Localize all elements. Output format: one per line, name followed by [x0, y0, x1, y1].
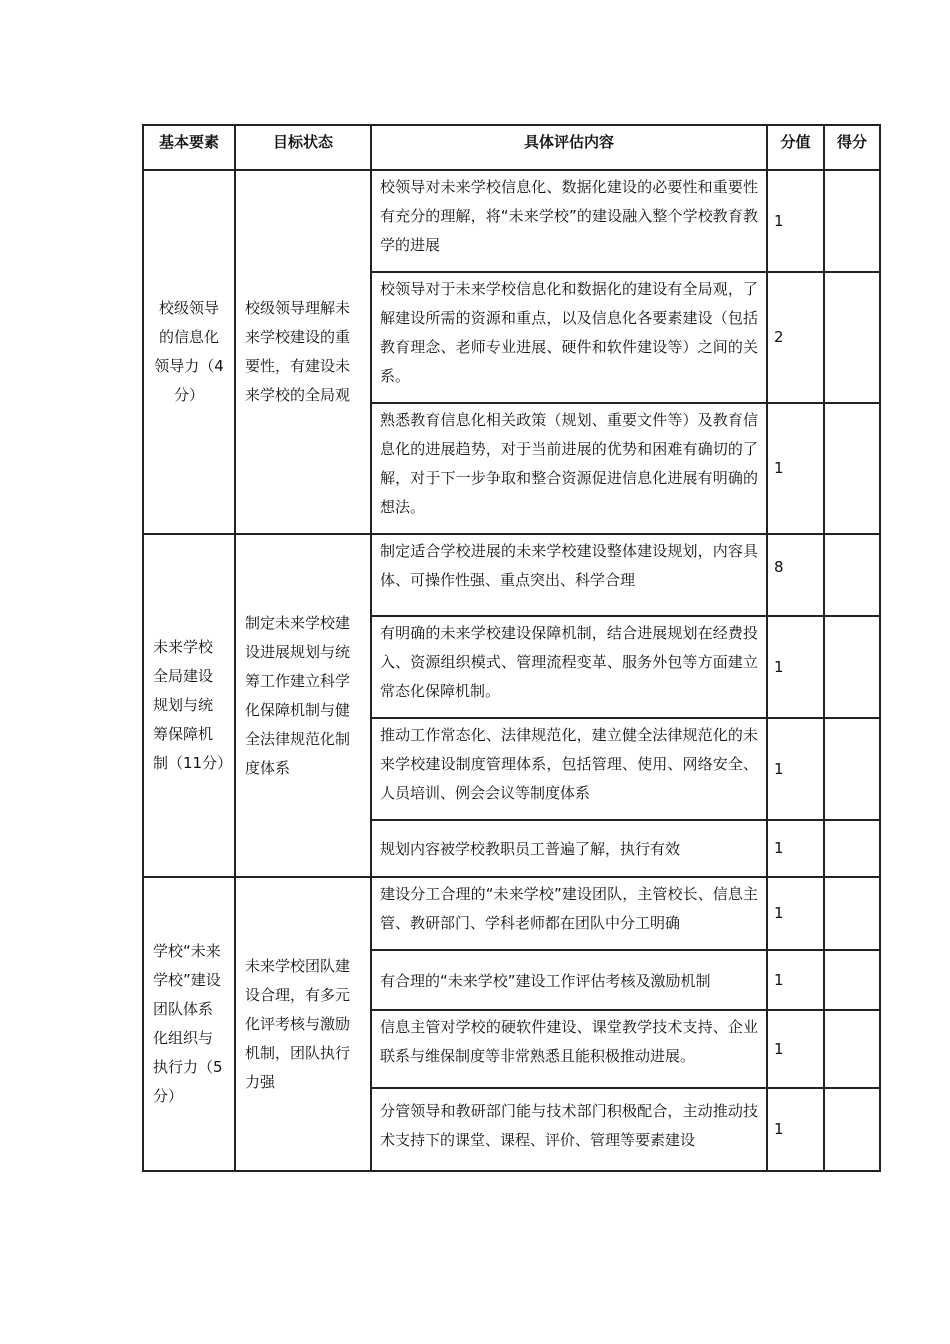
score-cell: 2 — [767, 272, 824, 403]
goal-cell: 校级领导理解未来学校建设的重要性，有建设未来学校的全局观 — [235, 170, 371, 534]
header-content: 具体评估内容 — [371, 125, 767, 170]
requirement-cell: 未来学校全局建设规划与统筹保障机制（11分） — [143, 534, 235, 877]
score-cell: 1 — [767, 877, 824, 950]
content-cell: 信息主管对学校的硬软件建设、课堂教学技术支持、企业联系与维保制度等非常熟悉且能积极推动进展。 — [371, 1010, 767, 1088]
header-requirement: 基本要素 — [143, 125, 235, 170]
got-cell[interactable] — [824, 616, 880, 718]
content-cell: 制定适合学校进展的未来学校建设整体建设规划，内容具体、可操作性强、重点突出、科学合理 — [371, 534, 767, 616]
score-cell: 1 — [767, 616, 824, 718]
got-cell[interactable] — [824, 403, 880, 534]
score-cell: 1 — [767, 820, 824, 877]
evaluation-table — [142, 124, 881, 1172]
content-cell: 建设分工合理的“未来学校”建设团队，主管校长、信息主管、教研部门、学科老师都在团队中分工明确 — [371, 877, 767, 950]
header-got: 得分 — [824, 125, 880, 170]
content-cell: 校领导对于未来学校信息化和数据化的建设有全局观，了解建设所需的资源和重点，以及信息化各要素建设（包括教育理念、老师专业进展、硬件和软件建设等）之间的关系。 — [371, 272, 767, 403]
table-row — [143, 877, 880, 950]
content-cell: 分管领导和教研部门能与技术部门积极配合，主动推动技术支持下的课堂、课程、评价、管理等要素建设 — [371, 1088, 767, 1171]
got-cell[interactable] — [824, 877, 880, 950]
header-goal: 目标状态 — [235, 125, 371, 170]
got-cell[interactable] — [824, 1010, 880, 1088]
got-cell[interactable] — [824, 272, 880, 403]
content-cell: 有合理的“未来学校”建设工作评估考核及激励机制 — [371, 950, 767, 1010]
got-cell[interactable] — [824, 170, 880, 272]
got-cell[interactable] — [824, 718, 880, 820]
header-score: 分值 — [767, 125, 824, 170]
content-cell: 校领导对未来学校信息化、数据化建设的必要性和重要性有充分的理解，将“未来学校”的建设融入整个学校教育教学的进展 — [371, 170, 767, 272]
score-cell: 1 — [767, 950, 824, 1010]
score-cell: 1 — [767, 170, 824, 272]
table-row — [143, 170, 880, 272]
score-cell: 8 — [767, 534, 824, 616]
got-cell[interactable] — [824, 820, 880, 877]
got-cell[interactable] — [824, 534, 880, 616]
requirement-cell: 学校“未来学校”建设团队体系化组织与执行力（5分） — [143, 877, 235, 1171]
score-cell: 1 — [767, 1010, 824, 1088]
content-cell: 规划内容被学校教职员工普遍了解，执行有效 — [371, 820, 767, 877]
header-row — [143, 125, 880, 170]
score-cell: 1 — [767, 403, 824, 534]
content-cell: 熟悉教育信息化相关政策（规划、重要文件等）及教育信息化的进展趋势，对于当前进展的优势和困难有确切的了解，对于下一步争取和整合资源促进信息化进展有明确的想法。 — [371, 403, 767, 534]
goal-cell: 未来学校团队建设合理，有多元化评考核与激励机制，团队执行力强 — [235, 877, 371, 1171]
got-cell[interactable] — [824, 950, 880, 1010]
content-cell: 有明确的未来学校建设保障机制，结合进展规划在经费投入、资源组织模式、管理流程变革、服务外包等方面建立常态化保障机制。 — [371, 616, 767, 718]
content-cell: 推动工作常态化、法律规范化，建立健全法律规范化的未来学校建设制度管理体系，包括管理、使用、网络安全、人员培训、例会会议等制度体系 — [371, 718, 767, 820]
score-cell: 1 — [767, 718, 824, 820]
requirement-cell: 校级领导的信息化领导力（4分） — [143, 170, 235, 534]
table-row — [143, 534, 880, 616]
score-cell: 1 — [767, 1088, 824, 1171]
got-cell[interactable] — [824, 1088, 880, 1171]
goal-cell: 制定未来学校建设进展规划与统筹工作建立科学化保障机制与健全法律规范化制度体系 — [235, 534, 371, 877]
